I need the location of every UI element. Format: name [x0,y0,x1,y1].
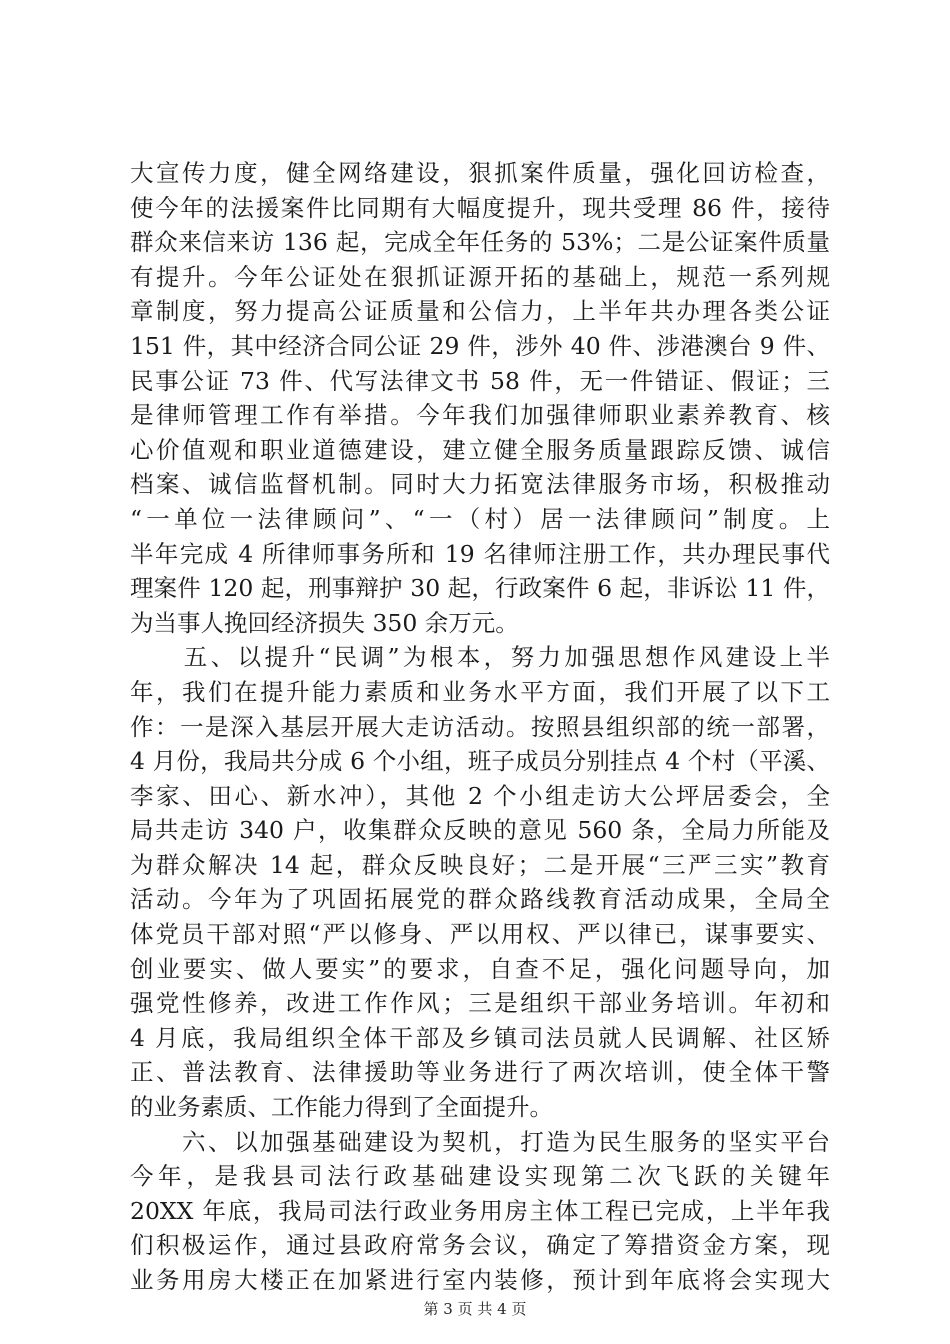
text-line: 强党性修养，改进工作作风；三是组织干部业务培训。年初和 [130,989,830,1018]
text-line: 心价值观和职业道德建设，建立健全服务质量跟踪反馈、诚信 [130,435,830,464]
body-text [130,156,830,1298]
text-line: 创业要实、做人要实”的要求，自查不足，强化问题导向，加 [130,954,830,983]
text-line: 年，我们在提升能力素质和业务水平方面，我们开展了以下工 [130,677,830,706]
text-line: 使今年的法援案件比同期有大幅度提升，现共受理 86 件，接待 [130,193,830,222]
text-line: 的业务素质、工作能力得到了全面提升。 [130,1093,553,1122]
text-line: 是律师管理工作有举措。今年我们加强律师职业素养教育、核 [130,401,830,430]
text-line: 体党员干部对照“严以修身、严以用权、严以律已，谋事要实、 [130,920,830,949]
text-line: 业务用房大楼正在加紧进行室内装修，预计到年底将会实现大 [130,1266,830,1294]
text-line: “一单位一法律顾问”、“一（村）居一法律顾问”制度。上 [130,504,830,533]
text-line: 群众来信来访 136 起，完成全年任务的 53%；二是公证案件质量 [130,228,830,257]
text-line: 六、以加强基础建设为契机，打造为民生服务的坚实平台 [130,1127,830,1156]
text-line: 4 月份，我局共分成 6 个小组，班子成员分别挂点 4 个村（平溪、 [130,747,830,776]
text-line: 151 件，其中经济合同公证 29 件，涉外 40 件、涉港澳台 9 件、 [130,331,830,360]
text-line: 为群众解决 14 起，群众反映良好；二是开展“三严三实”教育 [130,850,830,879]
text-line: 大宣传力度，健全网络建设，狠抓案件质量，强化回访检查， [130,159,830,187]
page-footer: 第 3 页 共 4 页 [423,1300,527,1318]
text-line: 20XX 年底，我局司法行政业务用房主体工程已完成，上半年我 [130,1196,830,1225]
text-line: 五、以提升“民调”为根本，努力加强思想作风建设上半 [130,643,830,672]
text-line: 李家、田心、新水冲），其他 2 个小组走访大公坪居委会，全 [130,781,830,810]
text-line: 局共走访 340 户，收集群众反映的意见 560 条，全局力所能及 [130,816,830,845]
text-line: 章制度，努力提高公证质量和公信力，上半年共办理各类公证 [130,297,830,326]
text-line: 作：一是深入基层开展大走访活动。按照县组织部的统一部署， [130,712,830,741]
text-line: 有提升。今年公证处在狠抓证源开拓的基础上，规范一系列规 [130,262,830,291]
text-line: 档案、诚信监督机制。同时大力拓宽法律服务市场，积极推动 [130,470,830,499]
text-line: 为当事人挽回经济损失 350 余万元。 [130,608,519,637]
text-line: 理案件 120 起，刑事辩护 30 起，行政案件 6 起，非诉讼 11 件， [130,574,830,603]
text-line: 正、普法教育、法律援助等业务进行了两次培训，使全体干警 [130,1058,830,1087]
text-line: 今年，是我县司法行政基础建设实现第二次飞跃的关键年 [130,1162,830,1191]
text-line: 4 月底，我局组织全体干部及乡镇司法员就人民调解、社区矫 [130,1023,830,1052]
text-line: 半年完成 4 所律师事务所和 19 名律师注册工作，共办理民事代 [130,539,830,568]
text-line: 活动。今年为了巩固拓展党的群众路线教育活动成果，全局全 [130,885,830,914]
text-line: 们积极运作，通过县政府常务会议，确定了筹措资金方案，现 [130,1231,830,1260]
text-line: 民事公证 73 件、代写法律文书 58 件，无一件错证、假证；三 [130,366,830,395]
